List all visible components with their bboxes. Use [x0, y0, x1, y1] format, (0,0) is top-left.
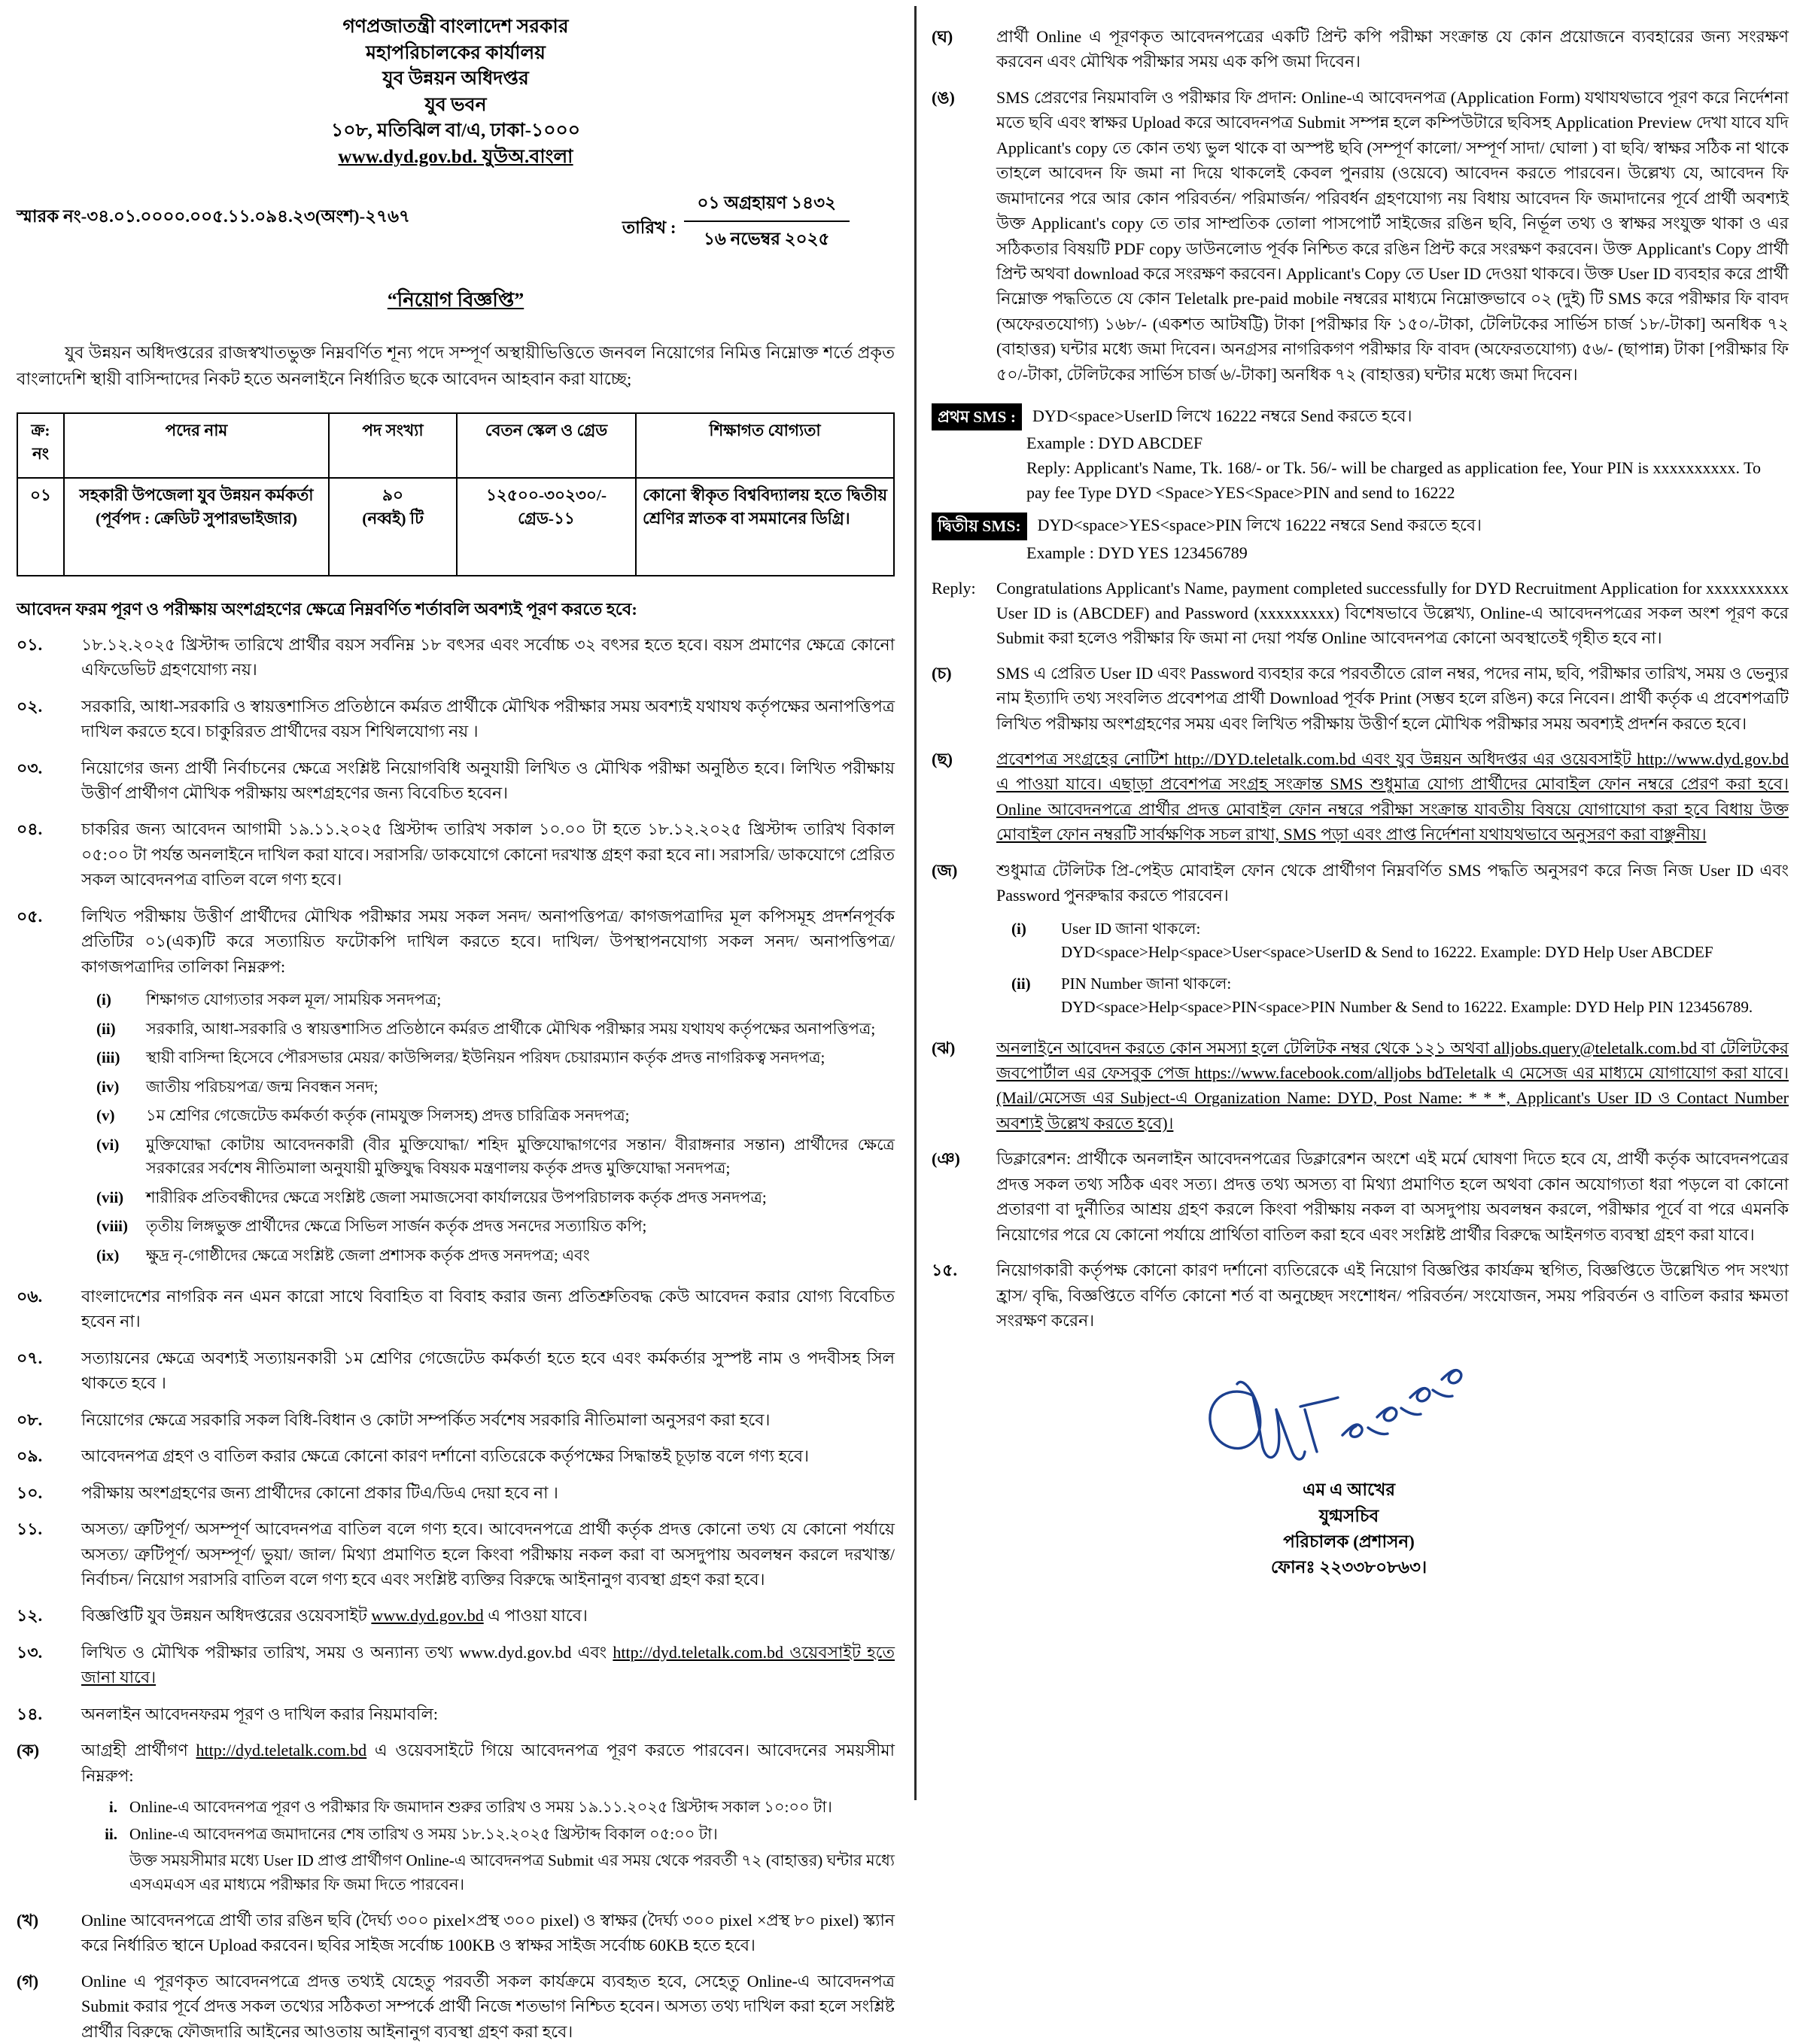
post-count-word: (নব্বই) টি: [362, 509, 424, 528]
post-name-former: (পূর্বপদ : ক্রেডিট সুপারভাইজার): [95, 509, 298, 528]
cell-post-name: [64, 478, 329, 576]
intro-paragraph: যুব উন্নয়ন অধিদপ্তরের রাজস্বখাতভুক্ত নিম্নবর্ণিত শূন্য পদে সম্পূর্ণ অস্থায়ীভিত্তিতে জনবল নিয়োগের নিমিত্ত নিম্নোক্ত শর্তে প্রকৃত বাংলাদেশি স্থায়ী বাসিন্দাদের নিকট হতে অনলাইনে নির্ধারিত ছকে আবেদন আহবান করা যাচ্ছে;: [17, 343, 895, 388]
right-column: [921, 0, 1805, 1806]
rule-item-cha: [932, 661, 1789, 736]
govt-name: গণপ্রজাতন্ত্রী বাংলাদেশ সরকার: [342, 17, 569, 37]
recovery-format: DYD<space>Help<space>PIN<space>PIN Number & Send to 16222. Example: DYD Help PIN 123456789.: [1061, 998, 1753, 1017]
condition-text-post: ওয়েবসাইট হতে জানা যাবে।: [81, 1642, 895, 1687]
final-reply-label: Reply:: [932, 578, 976, 598]
condition-text: পরীক্ষায় অংশগ্রহণের জন্য প্রার্থীদের কোনো প্রকার টিএ/ডিএ দেয়া হবে না ।: [81, 1483, 558, 1502]
condition-text-post: এ পাওয়া যাবে।: [483, 1606, 588, 1626]
condition-number: ০৬.: [17, 1287, 43, 1306]
rule-text-mid: এবং যুব উন্নয়ন অধিদপ্তর এর ওয়েবসাইট: [1355, 749, 1637, 768]
bangla-marker: (ঙ): [932, 87, 955, 107]
condition-text: সত্যায়নের ক্ষেত্রে অবশ্যই সত্যায়নকারী ১ম শ্রেণির গেজেটেড কর্মকর্তা হতে হবে এবং কর্মকর্তার সুস্পষ্ট নাম ও পদবীসহ সিল থাকতে হবে ।: [81, 1348, 895, 1393]
bangla-marker: (ঝ): [932, 1038, 956, 1057]
condition-text-pre: বিজ্ঞপ্তিটি যুব উন্নয়ন অধিদপ্তরের ওয়েবসাইট: [81, 1606, 372, 1626]
condition-text: নিয়োগের ক্ষেত্রে সরকারি সকল বিধি-বিধান ও কোটা সম্পর্কিত সর্বশেষ সরকারি নীতিমালা অনুসরণ করা হবে।: [81, 1410, 771, 1429]
first-sms-reply: Reply: Applicant's Name, Tk. 168/- or Tk. 56/- will be charged as application fee, Your PIN is xxxxxxxxxx. To pay fee Type DYD <Space>YES<Space>PIN and send to 16222: [1026, 458, 1762, 503]
rule-text-post: এ পাওয়া যাবে। এছাড়া প্রবেশপত্র সংগ্রহ সংক্রান্ত SMS শুধুমাত্র যোগ্য প্রার্থীদের মোবাইল ফোন নম্বরে প্রেরণ করা হবে। Online আবেদনপত্রে প্রার্থীর প্রদত্ত মোবাইল ফোন নম্বরে পরীক্ষা সংক্রান্ত যাবতীয় বিষয়ে যোগাযোগ করা হবে বিধায় উক্ত মোবাইল ফোন নম্বরটি সার্বক্ষণিক সচল রাখা, SMS পড়া এবং প্রাপ্ত নির্দেশনা যথাযথভাবে অনুসরণ করা বাঞ্ছনীয়।: [996, 774, 1789, 844]
bangla-marker: (গ): [17, 1971, 39, 1991]
rule-text: প্রার্থী Online এ পূরণকৃত আবেদনপত্রের একটি প্রিন্ট কপি পরীক্ষা সংক্রান্ত যে কোন প্রয়োজনে ব্যবহারের জন্য সংরক্ষণ করবেন এবং মৌখিক পরীক্ষার সময় এক কপি জমা দিবেন।: [996, 27, 1789, 71]
sms-instructions: [932, 403, 1789, 650]
document-text: জাতীয় পরিচয়পত্র/ জন্ম নিবন্ধন সনদ;: [146, 1077, 379, 1096]
roman-marker: (vi): [96, 1135, 120, 1154]
recovery-item: [996, 972, 1789, 1020]
dyd-website-link[interactable]: http://www.dyd.gov.bd: [1637, 749, 1789, 768]
condition-text-pre: লিখিত ও মৌখিক পরীক্ষার তারিখ, সময় ও অন্যান্য তথ্য: [81, 1642, 460, 1662]
condition-text-mid: এবং: [571, 1642, 613, 1662]
rule-text: ডিক্লারেশন: প্রার্থীকে অনলাইন আবেদনপত্রের ডিক্লারেশন অংশে এই মর্মে ঘোষণা দিতে হবে যে, প্রার্থী কর্তৃক আবেদনপত্রের প্রদত্ত সকল তথ্য সঠিক এবং সত্য। প্রদত্ত তথ্য অসত্য বা মিথ্যা প্রমাণিত হলে অথবা কোন অযোগ্যতা ধরা পড়লে বা কোনো প্রতারণা বা দুর্নীতির আশ্রয় গ্রহণ করলে কিংবা পরীক্ষায় নকল বা অসদুপায় অবলম্বন করলে, পরীক্ষার পূর্বে বা পরে এমনকি নিয়োগের পরে যে কোনো পর্যায়ে প্রার্থিতা বাতিল করা হবে এবং সংশ্লিষ্ট প্রার্থীর বিরুদ্ধে আইনগত ব্যবস্থা গ্রহণ করা যাবে।: [996, 1149, 1789, 1244]
date-english: ১৬ নভেম্বর ২০২৫: [704, 230, 830, 248]
condition-text: সরকারি, আধা-সরকারি ও স্বায়ত্তশাসিত প্রতিষ্ঠানে কর্মরত প্রার্থীকে মৌখিক পরীক্ষার সময় অবশ্যই যথাযথ কর্তৃপক্ষের অনাপত্তিপত্র দাখিল করতে হবে। চাকুরিরত প্রার্থীদের বয়স শিথিলযোগ্য নয় ।: [81, 696, 895, 741]
cell-post-count: [329, 478, 457, 576]
dyd-website-link[interactable]: www.dyd.gov.bd: [459, 1642, 572, 1662]
condition-text: নিয়োগকারী কর্তৃপক্ষ কোনো কারণ দর্শানো ব্যতিরেকে এই নিয়োগ বিজ্ঞপ্তির কার্যক্রম স্থগিত, বিজ্ঞপ্তিতে উল্লেখিত পদ সংখ্যা হ্রাস/ বৃদ্ধি, বিজ্ঞপ্তিতে বর্ণিত কোনো শর্ত বা অনুচ্ছেদ সংশোধন/ পরিবর্তন/ সংযোজন, সময় পরিবর্তন ও বাতিল করার ক্ষমতা সংরক্ষণ করেন।: [996, 1261, 1789, 1330]
deadline-list: [81, 1796, 895, 1846]
letterhead: [17, 15, 895, 169]
document-item: [81, 1104, 895, 1128]
signatory-designation: পরিচালক (প্রশাসন): [1283, 1532, 1415, 1552]
final-reply-text: Congratulations Applicant's Name, payment completed successfully for DYD Recruitment Application for xxxxxxxxxx User ID is (ABCDEF) and Password (xxxxxxxxx) বিশেষভাবে উল্লেখ্য, Online-এ আবেদনপত্রের সকল অংশ পূরণ করে Submit করা হলেও পরীক্ষার ফি জমা না দেয়া পর্যন্ত Online আবেদনপত্র কোনো অবস্থাতেই গৃহীত হবে না।: [996, 578, 1789, 647]
handwritten-signature: [1187, 1363, 1511, 1476]
first-sms-format: DYD<space>UserID লিখে 16222 নম্বরে Send করতে হবে।: [1032, 406, 1412, 426]
condition-text: চাকরির জন্য আবেদন আগামী ১৯.১১.২০২৫ খ্রিস্টাব্দ তারিখ সকাল ১০.০০ টা হতে ১৮.১২.২০২৫ খ্রিস্টাব্দ তারিখ বিকাল ০৫:০০ টা পর্যন্ত অনলাইনে দাখিল করা যাবে। সরাসরি/ ডাকযোগে কোনো দরখাস্ত গ্রহণ করা হবে না। সরাসরি/ ডাকযোগে প্রেরিত সকল আবেদনপত্র বাতিল বলে গণ্য হবে।: [81, 820, 895, 890]
rule-item-uo: [932, 85, 1789, 387]
conditions-leadin: আবেদন ফরম পূরণ ও পরীক্ষায় অংশগ্রহণের ক্ষেত্রে নিম্নবর্ণিত শর্তাবলি অবশ্যই পূরণ করতে হবে:: [17, 599, 637, 619]
condition-text: আবেদনপত্র গ্রহণ ও বাতিল করার ক্ষেত্রে কোনো কারণ দর্শানো ব্যতিরেকে কর্তৃপক্ষের সিদ্ধান্তই চূড়ান্ত বলে গণ্য হবে।: [81, 1446, 809, 1466]
date-bangla: ০১ অগ্রহায়ণ ১৪৩২: [684, 189, 850, 222]
condition-number: ০৮.: [17, 1410, 43, 1429]
rule-text-pre: আগ্রহী প্রার্থীগণ: [81, 1741, 196, 1760]
signature-block: [932, 1363, 1789, 1580]
facebook-page-link[interactable]: https://www.facebook.com/alljobs bdTeletalk: [1194, 1063, 1497, 1082]
recovery-sms-list: [996, 917, 1789, 1020]
roman-marker: (ii): [96, 1019, 116, 1038]
second-sms-row: [932, 513, 1789, 540]
post-name-primary: সহকারী উপজেলা যুব উন্নয়ন কর্মকর্তা: [79, 485, 314, 504]
memo-row: [17, 189, 895, 254]
roman-marker: (vii): [96, 1188, 124, 1206]
second-sms-badge: দ্বিতীয় SMS:: [932, 513, 1027, 540]
teletalk-website-link[interactable]: http://dyd.teletalk.com.bd: [613, 1642, 784, 1662]
post-count-digit: ৯০: [382, 485, 403, 504]
first-sms-badge: প্রথম SMS :: [932, 403, 1022, 430]
bangla-marker: (চ): [932, 663, 952, 683]
condition-item: [17, 1516, 895, 1592]
document-text: ক্ষুদ্র নৃ-গোষ্ঠীদের ক্ষেত্রে সংশ্লিষ্ট জেলা প্রশাসক কর্তৃক প্রদত্ত সনদপত্র; এবং: [146, 1246, 590, 1264]
condition-item: [17, 1702, 895, 1726]
roman-marker: (v): [96, 1106, 115, 1124]
condition-item: [17, 1640, 895, 1690]
date-block: [622, 189, 895, 254]
condition-number: ১০.: [17, 1483, 43, 1502]
cell-pay-scale: [457, 478, 636, 576]
bangla-marker: (ঞ): [932, 1149, 960, 1169]
documents-list: [81, 988, 895, 1267]
lower-marker: i.: [108, 1798, 117, 1816]
document-text: তৃতীয় লিঙ্গভুক্ত প্রার্থীদের ক্ষেত্রে সিভিল সার্জন কর্তৃক প্রদত্ত সনদের সত্যায়িত কপি;: [146, 1217, 647, 1235]
document-text: সরকারি, আধা-সরকারি ও স্বায়ত্তশাসিত প্রতিষ্ঠানে কর্মরত প্রার্থীকে মৌখিক পরীক্ষার সময় যথাযথ কর্তৃপক্ষের অনাপত্তিপত্র;: [146, 1019, 876, 1038]
document-item: [81, 1075, 895, 1100]
vacancy-table: [17, 412, 895, 576]
document-text: মুক্তিযোদ্ধা কোটায় আবেদনকারী (বীর মুক্তিযোদ্ধা/ শহিদ মুক্তিযোদ্ধাগণের সন্তান/ বীরাঙ্গনার সন্তান) প্রার্থীদের ক্ষেত্রে সরকারের সর্বশেষ নীতিমালা অনুযায়ী মুক্তিযুদ্ধ বিষয়ক মন্ত্রণালয় কর্তৃক প্রদত্ত মুক্তিযোদ্ধা সনদপত্র;: [146, 1135, 895, 1177]
signatory-phone: ফোনঃ ২২৩৩৮০৮৬৩।: [1270, 1558, 1427, 1577]
lower-marker: ii.: [105, 1824, 117, 1843]
rule-text-pre: প্রবেশপত্র সংগ্রহের নোটিশ: [996, 749, 1175, 768]
document-item: [81, 1215, 895, 1239]
condition-number: ০৭.: [17, 1348, 43, 1367]
condition-item: [932, 1258, 1789, 1333]
document-item: [81, 1244, 895, 1268]
condition-number: ১২.: [17, 1606, 43, 1626]
condition-item: [17, 1284, 895, 1334]
document-text: ১ম শ্রেণির গেজেটেড কর্মকর্তা কর্তৃক (নামযুক্ত সিলসহ) প্রদত্ত চারিত্রিক সনদপত্র;: [146, 1106, 630, 1124]
condition-item: [17, 1407, 895, 1432]
condition-text: অসত্য/ ত্রুটিপূর্ণ/ অসম্পূর্ণ আবেদনপত্র বাতিল বলে গণ্য হবে। আবেদনপত্রে প্রার্থী কর্তৃক প্রদত্ত কোনো তথ্য যে কোনো পর্যায়ে অসত্য/ ত্রুটিপূর্ণ/ অসম্পূর্ণ/ ভুয়া/ জাল/ মিথ্যা প্রমাণিত হলে কিংবা পরীক্ষায় নকল করা বা অসদুপায় অবলম্বন করলে দরখাস্ত/ নির্বাচন/ নিয়োগ সরাসরি বাতিল বলে গণ্য হবে এবং সংশ্লিষ্ট ব্যক্তির বিরুদ্ধে আইনানুগ ব্যবস্থা গ্রহণ করা হবে।: [81, 1519, 895, 1589]
rule-text-post: এ ওয়েবসাইটে গিয়ে আবেদনপত্র পূরণ করতে পারবেন। আবেদনের সময়সীমা নিম্নরুপ:: [81, 1741, 895, 1785]
condition-number: ০৩.: [17, 758, 43, 777]
final-condition-list: [932, 1258, 1789, 1333]
rule-item-jha: [932, 1036, 1789, 1136]
pay-range: ১২৫০০-৩০২৩০/-: [485, 485, 607, 504]
admit-card-rules-list: [932, 661, 1789, 1247]
conditions-list: [17, 632, 895, 1726]
th-education: শিক্ষাগত যোগ্যতা: [636, 413, 894, 478]
deadline-item: [81, 1796, 895, 1820]
second-sms-format: DYD<space>YES<space>PIN লিখে 16222 নম্বরে Send করতে হবে।: [1037, 516, 1482, 535]
condition-item: [17, 1480, 895, 1505]
rule-text-mid: বা টেলিটকের জবপোর্টাল এর ফেসবুক পেজ: [996, 1038, 1789, 1082]
deadline-item: [81, 1823, 895, 1847]
rule-text: Online আবেদনপত্রে প্রার্থী তার রঙিন ছবি (দৈর্ঘ্য ৩০০ pixel×প্রস্থ ৩০০ pixel) ও স্বাক্ষর (দৈর্ঘ্য ৩০০ pixel ×প্রস্থ ৮০ pixel) স্ক্যান করে নির্ধারিত স্থানে Upload করবেন। ছবির সাইজ সর্বোচ্চ 100KB ও স্বাক্ষর সাইজ সর্বোচ্চ 60KB হতে হবে।: [81, 1910, 895, 1955]
bangla-marker: (ছ): [932, 749, 953, 768]
rule-item-chha: [932, 747, 1789, 847]
cell-serial: ০১: [17, 478, 64, 576]
recovery-item: [996, 917, 1789, 965]
rule-text-post: এ মেসেজ এর মাধ্যমে যোগাযোগ করা যাবে।: [1496, 1063, 1789, 1082]
bangla-marker: (ঘ): [932, 27, 953, 46]
document-text: শারীরিক প্রতিবন্ধীদের ক্ষেত্রে সংশ্লিষ্ট জেলা সমাজসেবা কার্যালয়ের উপপরিচালক কর্তৃক প্রদত্ত সনদপত্র;: [146, 1188, 767, 1206]
condition-number: ০৯.: [17, 1446, 43, 1466]
document-item: [81, 1133, 895, 1181]
first-sms-example: Example : DYD ABCDEF: [1026, 433, 1203, 453]
rule-text: SMS এ প্রেরিত User ID এবং Password ব্যবহার করে পরবর্তীতে রোল নম্বর, পদের নাম, ছবি, পরীক্ষার তারিখ, সময় ও ভেন্যুর নাম ইত্যাদি তথ্য সংবলিত প্রবেশপত্র প্রার্থী Download পূর্বক Print (সম্ভব হলে রঙিন) করে নিবেন। প্রার্থী কর্তৃক এ প্রবেশপত্রটি লিখিত পরীক্ষায় অংশগ্রহণের সময় এবং লিখিত পরীক্ষায় উত্তীর্ণ হলে মৌখিক পরীক্ষার সময় অবশ্যই প্রদর্শন করতে হবে।: [996, 663, 1789, 733]
condition-text: অনলাইন আবেদনফরম পূরণ ও দাখিল করার নিয়মাবলি:: [81, 1704, 438, 1723]
rule-text-pre: অনলাইনে আবেদন করতে কোন সমস্যা হলে টেলিটক নম্বর থেকে ১২১ অথবা: [996, 1038, 1494, 1057]
condition-number: ১৫.: [932, 1261, 958, 1280]
first-sms-row: [932, 403, 1789, 430]
condition-item: [17, 632, 895, 683]
date-label: তারিখ :: [622, 218, 676, 237]
building-name: যুব ভবন: [424, 94, 487, 115]
rule-text: শুধুমাত্র টেলিটক প্রি-পেইড মোবাইল ফোন থেকে প্রার্থীগণ নিম্নবর্ণিত SMS পদ্ধতি অনুসরণ করে নিজ নিজ User ID এবং Password পুনরুদ্ধার করতে পারবেন।: [996, 860, 1789, 905]
recovery-format: DYD<space>Help<space>User<space>UserID & Send to 16222. Example: DYD Help User ABCDEF: [1061, 943, 1713, 962]
rule-item-ga: [17, 1969, 895, 2044]
roman-marker: (ii): [1011, 974, 1031, 993]
address-line: ১০৮, মতিঝিল বা/এ, ঢাকা-১০০০: [330, 120, 580, 141]
cell-education: কোনো স্বীকৃত বিশ্ববিদ্যালয় হতে দ্বিতীয় শ্রেণির স্নাতক বা সমমানের ডিগ্রি।: [636, 478, 894, 576]
deadline-text: Online-এ আবেদনপত্র পূরণ ও পরীক্ষার ফি জমাদান শুরুর তারিখ ও সময় ১৯.১১.২০২৫ খ্রিস্টাব্দ সকাল ১০:০০ টা।: [129, 1798, 832, 1816]
condition-number: ০১.: [17, 634, 43, 654]
column-divider: [914, 6, 917, 1800]
document-item: [81, 1017, 895, 1042]
recovery-title: User ID জানা থাকলে:: [1061, 919, 1201, 938]
th-serial: ক্র: নং: [17, 413, 64, 478]
department-name: যুব উন্নয়ন অধিদপ্তর: [382, 68, 529, 89]
bangla-marker: (ক): [17, 1741, 40, 1760]
recovery-title: PIN Number জানা থাকলে:: [1061, 974, 1232, 993]
th-post-name: পদের নাম: [64, 413, 329, 478]
condition-number: ১৪.: [17, 1704, 43, 1723]
website-link[interactable]: www.dyd.gov.bd. যুউঅ.বাংলা: [338, 146, 573, 167]
support-email-link[interactable]: alljobs.query@teletalk.com.bd: [1493, 1038, 1698, 1057]
table-row: [17, 478, 894, 576]
condition-number: ০৪.: [17, 820, 43, 839]
teletalk-apply-link[interactable]: http://dyd.teletalk.com.bd: [196, 1741, 367, 1760]
condition-item: [17, 756, 895, 806]
condition-text: লিখিত পরীক্ষায় উত্তীর্ণ প্রার্থীদের মৌখিক পরীক্ষার সময় সকল সনদ/ অনাপত্তিপত্র/ কাগজপত্রাদির মূল কপিসমূহ প্রদর্শনপূর্বক প্রতিটির ০১(এক)টি করে সত্যায়িত ফটোকপি দাখিল করতে হবে। দাখিল/ উপস্থাপনযোগ্য সকল সনদ/ অনাপত্তিপত্র/ কাগজপত্রাদির তালিকা নিম্নরুপ:: [81, 906, 895, 976]
page-title: “নিয়োগ বিজ্ঞপ্তি”: [387, 289, 524, 311]
rule-text: SMS প্রেরণের নিয়মাবলি ও পরীক্ষার ফি প্রদান: Online-এ আবেদনপত্র (Application Form) যথাযথভাবে পূরণ করে নির্দেশনা মতে ছবি এবং স্বাক্ষর Upload করে আবেদনপত্র Submit সম্পন্ন হলে কম্পিউটারে ছবিসহ Application Preview দেখা যাবে যদি Applicant's copy তে কোন তথ্য ভুল থাকে বা অস্পষ্ট ছবি (সম্পূর্ণ কালো/ সম্পূর্ণ সাদা/ ঘোলা ) বা ছবি/ স্বাক্ষর সঠিক না থাকে তাহলে আবেদন ফি জমা না দিয়ে থাকলেই কেবল পুনরায় (ওয়েবে) আবেদন করতে পারবেন। উল্লেখ্য যে, আবেদন ফি জমাদানের পরে আর কোন পরিবর্তন/ পরিমার্জন/ পরিবর্ধন গ্রহণযোগ্য নয় বিধায় আবেদন ফি জমাদানের পূর্বে প্রার্থী অবশ্যই উক্ত Applicant's copy তে তার সাম্প্রতিক তোলা পাসপোর্ট সাইজের রঙিন ছবি, নির্ভূল তথ্য ও স্বাক্ষর সংযুক্ত থাকা ও এর সঠিকতার বিষয়টি PDF copy ডাউনলোড পূর্বক নিশ্চিত করে রঙিন প্রিন্ট করে সংরক্ষণ করবেন। উক্ত Applicant's Copy প্রার্থী প্রিন্ট অথবা download করে সংরক্ষণ করবেন। Applicant's Copy তে User ID দেওয়া থাকবে। উক্ত User ID ব্যবহার করে প্রার্থী নিম্নোক্ত পদ্ধতিতে যে কোন Teletalk pre-paid mobile নম্বরের মাধ্যমে নিম্নোক্তভাবে ০২ (দুই) টি SMS করে পরীক্ষার ফি বাবদ (অফেরতযোগ্য) ১৬৮/- (একশত আটষট্টি) টাকা [পরীক্ষার ফি ১৫০/-টাকা, টেলিটকের সার্ভিস চার্জ ১৮/-টাকা] অনধিক ৭২ (বাহাত্তর) ঘন্টার মধ্যে জমা দিবেন। অনগ্রসর নাগরিকগণ পরীক্ষার ফি বাবদ (অফেরতযোগ্য) ৫৬/- (ছাপান্ন) টাকা [পরীক্ষার ফি ৫০/-টাকা, টেলিটকের সার্ভিস চার্জ ৬/-টাকা] অনধিক ৭২ (বাহাত্তর) ঘন্টার মধ্যে জমা দিবেন।: [996, 87, 1789, 384]
deadline-text: Online-এ আবেদনপত্র জমাদানের শেষ তারিখ ও সময় ১৮.১২.২০২৫ খ্রিস্টাব্দ বিকাল ০৫:০০ টা।: [129, 1824, 718, 1843]
dyd-website-link[interactable]: www.dyd.gov.bd: [371, 1606, 484, 1626]
condition-item: [17, 817, 895, 892]
document-item: [81, 1186, 895, 1210]
condition-text: ১৮.১২.২০২৫ খ্রিস্টাব্দ তারিখে প্রার্থীর বয়স সর্বনিম্ন ১৮ বৎসর এবং সর্বোচ্চ ৩২ বৎসর হতে হবে। বয়স প্রমাণের ক্ষেত্রে কোনো এফিডেভিট গ্রহণযোগ্য নয়।: [81, 634, 895, 680]
roman-marker: (i): [1011, 919, 1026, 938]
rule-item-kha: [17, 1908, 895, 1958]
rule-item-ka: [17, 1738, 895, 1897]
second-sms-example: Example : DYD YES 123456789: [1026, 543, 1248, 562]
roman-marker: (ix): [96, 1246, 120, 1264]
condition-text: নিয়োগের জন্য প্রার্থী নির্বাচনের ক্ষেত্রে সংশ্লিষ্ট নিয়োগবিধি অনুযায়ী লিখিত ও মৌখিক পরীক্ষা অনুষ্ঠিত হবে। লিখিত পরীক্ষায় উত্তীর্ণ প্রার্থীগণ মৌখিক পরীক্ষায় অংশগ্রহণের জন্য বিবেচিত হবেন।: [81, 758, 895, 802]
table-header-row: [17, 413, 894, 478]
condition-item: [17, 1443, 895, 1468]
rule-item-gha: [932, 24, 1789, 75]
subject-format-note: (Mail/মেসেজ এর Subject-এ Organization Name: DYD, Post Name: * * *, Applicant's User ID ও Contact Number অবশ্যই উল্লেখ করতে হবে)।: [996, 1088, 1789, 1133]
condition-item: [17, 1346, 895, 1396]
final-reply-row: [932, 576, 1789, 650]
rule-text: Online এ পূরণকৃত আবেদনপত্রে প্রদত্ত তথ্যই যেহেতু পরবর্তী সকল কার্যক্রমে ব্যবহৃত হবে, সেহেতু Online-এ আবেদনপত্র Submit করার পূর্বে প্রদত্ত সকল তথ্যের সঠিকতা সম্পর্কে প্রার্থী নিজে শতভাগ নিশ্চিত হবেন। অসত্য তথ্য দাখিল করা হলে সংশ্লিষ্ট প্রার্থীর বিরুদ্ধে ফৌজদারি আইনের আওতায় আইনানুগ ব্যবস্থা গ্রহণ করা হবে।: [81, 1971, 895, 2041]
rule-item-ja: [932, 858, 1789, 1025]
fee-deadline-note: উক্ত সময়সীমার মধ্যে User ID প্রাপ্ত প্রার্থীগণ Online-এ আবেদনপত্র Submit এর সময় থেকে পরবর্তী ৭২ (বাহাত্তর) ঘন্টার মধ্যে এসএমএস এর মাধ্যমে পরীক্ষার ফি জমা দিতে পারবেন।: [129, 1851, 895, 1893]
roman-marker: (iii): [96, 1048, 120, 1066]
application-rules-list-continued: [932, 24, 1789, 387]
application-rules-list: [17, 1738, 895, 2044]
bangla-marker: (খ): [17, 1910, 39, 1930]
condition-number: ০৫.: [17, 906, 43, 926]
th-pay-scale: বেতন স্কেল ও গ্রেড: [457, 413, 636, 478]
roman-marker: (iv): [96, 1077, 120, 1096]
condition-text: বাংলাদেশের নাগরিক নন এমন কারো সাথে বিবাহিত বা বিবাহ করার জন্য প্রতিশ্রুতিবদ্ধ কেউ আবেদন করার যোগ্য বিবেচিত হবেন না।: [81, 1287, 895, 1331]
roman-marker: (i): [96, 990, 111, 1008]
condition-item: [17, 904, 895, 1273]
memo-number: স্মারক নং-৩৪.০১.০০০০.০০৫.১১.০৯৪.২৩(অংশ)-২৭৬৭: [17, 207, 410, 226]
condition-item: [17, 1603, 895, 1628]
condition-number: ১১.: [17, 1519, 43, 1539]
office-name: মহাপরিচালকের কার্যালয়: [366, 42, 546, 63]
bangla-marker: (জ): [932, 860, 958, 880]
th-post-count: পদ সংখ্যা: [329, 413, 457, 478]
condition-number: ১৩.: [17, 1642, 43, 1662]
teletalk-admit-link[interactable]: http://DYD.teletalk.com.bd: [1174, 749, 1356, 768]
rule-item-yo: [932, 1146, 1789, 1247]
signatory-rank: যুগ্মসচিব: [1318, 1506, 1379, 1525]
document-text: শিক্ষাগত যোগ্যতার সকল মূল/ সাময়িক সনদপত্র;: [146, 990, 442, 1008]
signatory-details: [932, 1477, 1766, 1580]
document-text: স্থায়ী বাসিন্দা হিসেবে পৌরসভার মেয়র/ কাউন্সিলর/ ইউনিয়ন পরিষদ চেয়ারম্যান কর্তৃক প্রদত্ত নাগরিকত্ব সনদপত্র;: [146, 1048, 825, 1066]
pay-grade: গ্রেড-১১: [518, 509, 575, 528]
roman-marker: (viii): [96, 1217, 128, 1235]
condition-item: [17, 694, 895, 744]
document-item: [81, 988, 895, 1012]
signatory-name: এম এ আখের: [1302, 1480, 1396, 1500]
condition-number: ০২.: [17, 696, 43, 716]
document-item: [81, 1046, 895, 1070]
